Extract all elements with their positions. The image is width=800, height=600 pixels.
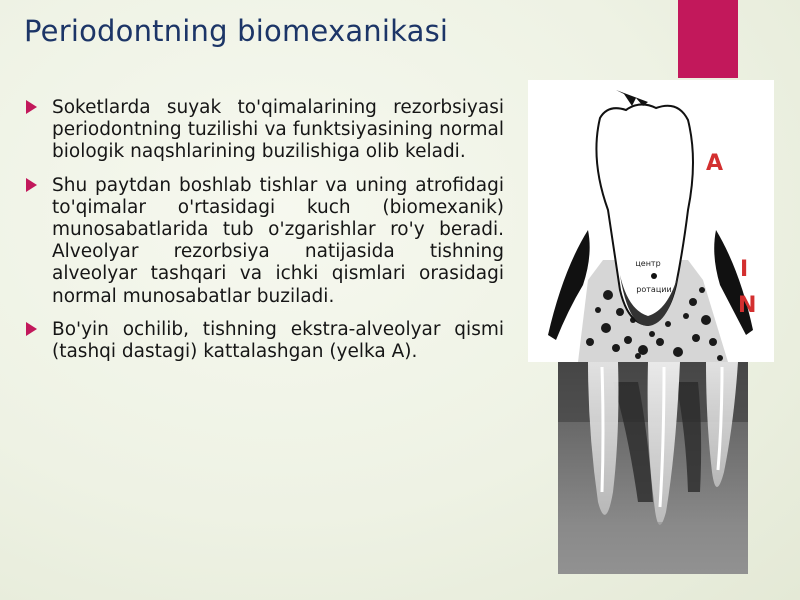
- bullet-text: Soketlarda suyak to'qimalarining rezorbsiyasi periodontning tuzilishi va funktsiyasining normal biologik naqshlarining buzilishiga olib keladi.: [52, 97, 504, 163]
- center-caption: ротации: [636, 285, 672, 294]
- bullet-item: [26, 97, 504, 164]
- accent-bar: [678, 0, 738, 78]
- bullet-item: [26, 175, 504, 308]
- right-gum: [714, 230, 753, 335]
- label-a: A: [706, 151, 724, 176]
- bullet-marker-icon: [26, 100, 37, 114]
- bullet-item: [26, 319, 504, 363]
- slide-title: Periodontning biomexanikasi: [24, 14, 449, 48]
- bullet-marker-icon: [26, 178, 37, 192]
- bullet-list: [26, 97, 504, 374]
- dental-xray-image: [558, 362, 748, 574]
- rotation-center-dot: [651, 273, 657, 279]
- label-n: N: [738, 293, 757, 318]
- center-caption: центр: [635, 259, 661, 268]
- force-arrow-icon: [616, 90, 648, 106]
- label-i: I: [740, 257, 749, 282]
- tooth-diagram: [528, 80, 774, 362]
- bullet-text: Bo'yin ochilib, tishning ekstra-alveolyar qismi (tashqi dastagi) kattalashgan (yelka A).: [52, 318, 504, 362]
- bullet-marker-icon: [26, 322, 37, 336]
- bullet-text: Shu paytdan boshlab tishlar va uning atrofidagi to'qimalar o'rtasidagi kuch (biomexanik) munosabatlarida tub o'zgarishlar ro'y beradi. Alveolyar rezorbsiya natijasida tishning alveolyar tashqari va ichki qismlari orasidagi normal munosabatlar buziladi.: [52, 174, 504, 307]
